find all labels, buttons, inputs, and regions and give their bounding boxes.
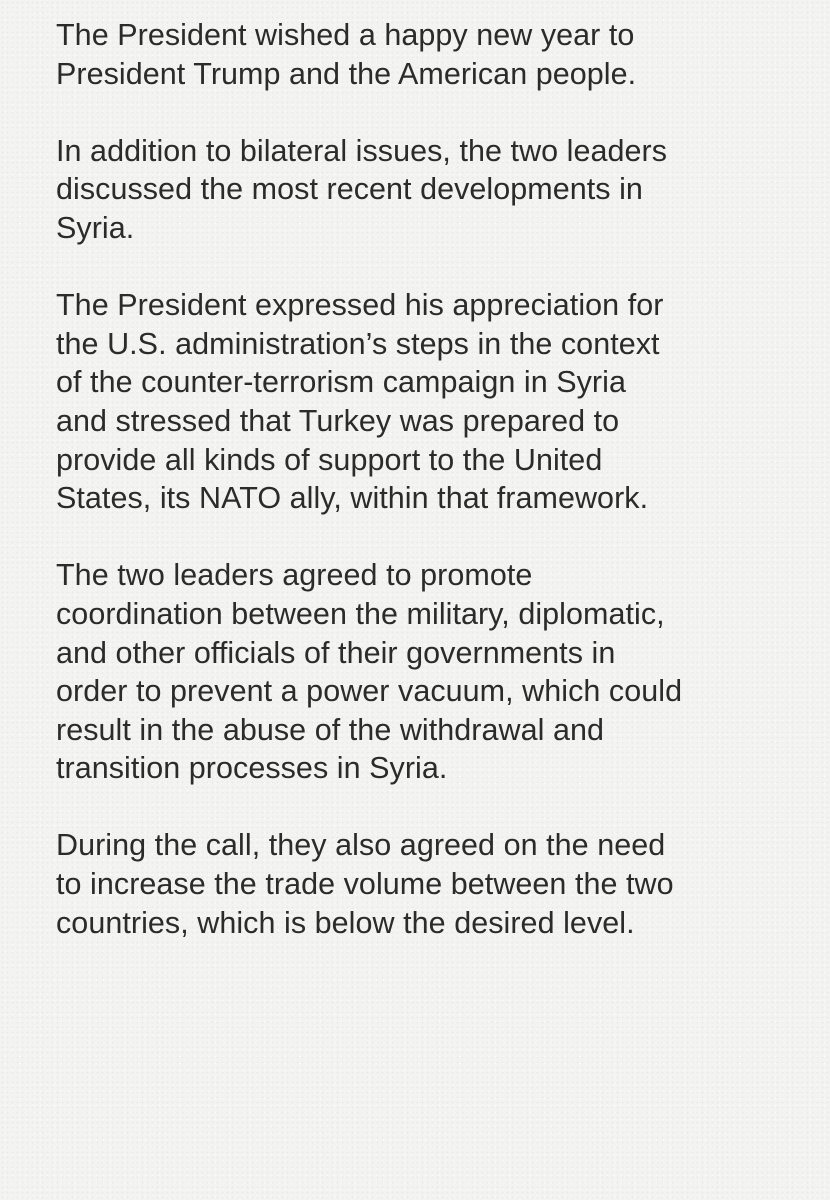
paragraph-appreciation: The President expressed his appreciation for the U.S. administration’s steps in the context of the counter-terrorism campaign in Syria and stressed that Turkey was prepared to provide all kinds of support to the United States, its NATO ally, within that framework. [56, 288, 664, 516]
note-body [56, 16, 816, 981]
paragraph-new-year: The President wished a happy new year to President Trump and the American people. [56, 18, 637, 91]
paragraph-coordination: The two leaders agreed to promote coordination between the military, diplomatic, and other officials of their governments in order to prevent a power vacuum, which could result in the abuse of the withdrawal and transition processes in Syria. [56, 558, 683, 786]
paragraph-trade-volume: During the call, they also agreed on the need to increase the trade volume between the two countries, which is below the desired level. [56, 828, 674, 940]
paragraph-bilateral-issues: In addition to bilateral issues, the two leaders discussed the most recent developments in Syria. [56, 133, 668, 245]
